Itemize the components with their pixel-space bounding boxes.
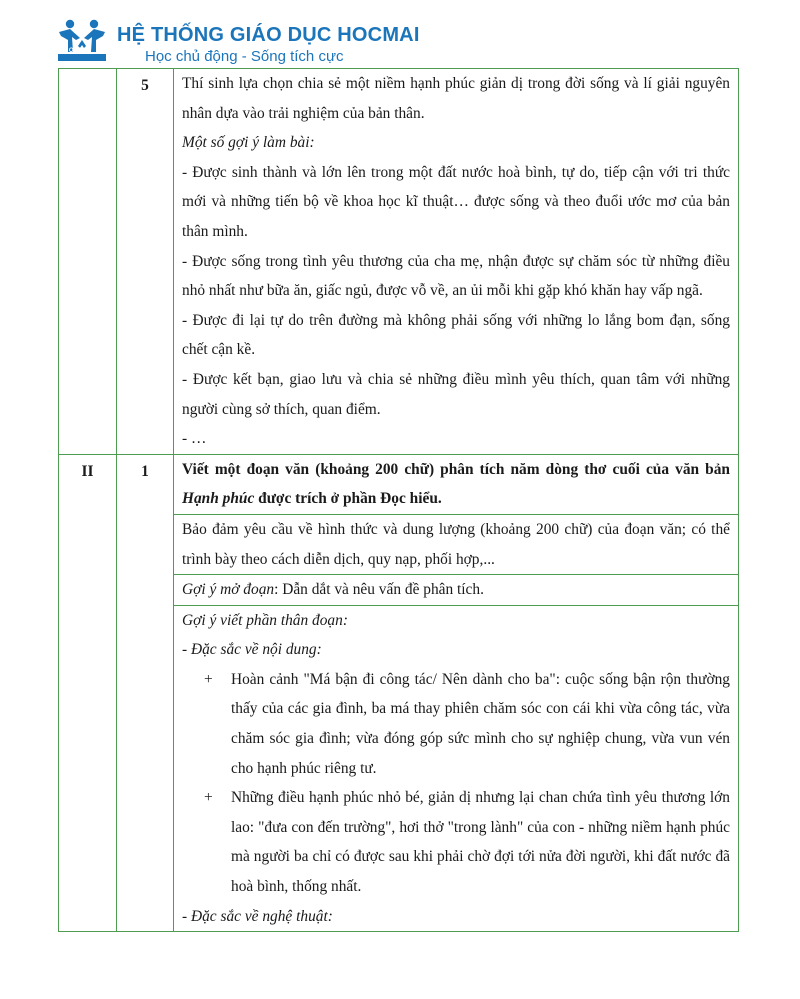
brand-title: HỆ THỐNG GIÁO DỤC HOCMAI: [117, 24, 420, 46]
question-poem-title: Hạnh phúc: [182, 490, 255, 508]
hocmai-logo-icon: [56, 18, 108, 62]
plus-item-text: Hoàn cảnh "Má bận đi công tác/ Nên dành cho ba": cuộc sống bận rộn thường thấy của các gia đình, ba má thay phiên chăm sóc con cái khi vừa công tác, vừa chăm sóc gia đình; vừa đóng góp sức mình cho sự nghiệp chung, vừa vun vén cho hạnh phúc riêng tư.: [231, 670, 730, 777]
page-header: [56, 12, 456, 65]
plus-sign: +: [204, 789, 213, 807]
content-title: - Đặc sắc về nội dung:: [182, 641, 322, 659]
opening-label: Gợi ý mở đoạn: [182, 581, 275, 599]
question-cell: [174, 454, 739, 514]
question-text: [182, 455, 730, 514]
brand-slogan: Học chủ động - Sống tích cực: [145, 48, 344, 65]
opening-cell: [174, 575, 739, 606]
body-cell: [174, 605, 739, 932]
plus-item: [182, 665, 730, 783]
hint-bullet: - Được sinh thành và lớn lên trong một đất nước hoà bình, tự do, tiếp cận với tri thức mới và những tiến bộ về khoa học kĩ thuật… được sống và theo đuổi ước mơ của bản thân mình.: [182, 163, 730, 240]
table-row: [59, 454, 739, 514]
question-number-cell: 1: [117, 454, 174, 932]
section-cell: II: [59, 454, 117, 932]
hint-bullet: - Được kết bạn, giao lưu và chia sẻ những điều mình yêu thích, quan tâm với những người cùng sở thích, quan điểm.: [182, 370, 730, 418]
section-cell: [59, 69, 117, 455]
hint-title: Một số gợi ý làm bài:: [182, 134, 315, 152]
hint-bullet: - …: [182, 430, 207, 448]
plus-item-text: Những điều hạnh phúc nhỏ bé, giản dị nhưng lại chan chứa tình yêu thương lớn lao: "đưa con đến trường", hơi thở "trong lành" của con - những niềm hạnh phúc mà người ba chỉ có được sau khi phải chờ đợi tới nửa đời người, khi đất nước đã hoà bình, thống nhất.: [231, 789, 730, 896]
question-number-cell: 5: [117, 69, 174, 455]
plus-sign: +: [204, 670, 213, 688]
answer-intro: Thí sinh lựa chọn chia sẻ một niềm hạnh phúc giản dị trong đời sống và lí giải nguyên nhân dựa vào trải nghiệm của bản thân.: [182, 75, 730, 122]
table-row: [59, 69, 739, 455]
body-title: Gợi ý viết phần thân đoạn:: [182, 611, 348, 629]
opening-desc: : Dẫn dắt và nêu vấn đề phân tích.: [274, 581, 484, 599]
question-part1: Viết một đoạn văn (khoảng 200 chữ) phân tích năm dòng thơ cuối của văn bản: [182, 460, 730, 478]
opening-text: [182, 575, 730, 605]
plus-item: [182, 783, 730, 901]
logo-brand-text: HOCMAI: [64, 48, 92, 54]
requirement-text: Bảo đảm yêu cầu về hình thức và dung lượng (khoảng 200 chữ) của đoạn văn; có thể trình bày theo cách diễn dịch, quy nạp, phối hợp,...: [182, 520, 730, 568]
answer-cell: [174, 69, 739, 455]
question-part2: được trích ở phần Đọc hiểu.: [254, 490, 442, 508]
hint-bullet: - Được đi lại tự do trên đường mà không phải sống với những lo lắng bom đạn, sống chết cận kề.: [182, 311, 730, 359]
art-title: - Đặc sắc về nghệ thuật:: [182, 907, 333, 925]
answer-table: [58, 68, 739, 932]
hint-bullet: - Được sống trong tình yêu thương của cha mẹ, nhận được sự chăm sóc từ những điều nhỏ nhất như bữa ăn, giấc ngủ, được vỗ về, an ủi mỗi khi gặp khó khăn hay vấp ngã.: [182, 252, 730, 300]
requirement-cell: [174, 514, 739, 574]
